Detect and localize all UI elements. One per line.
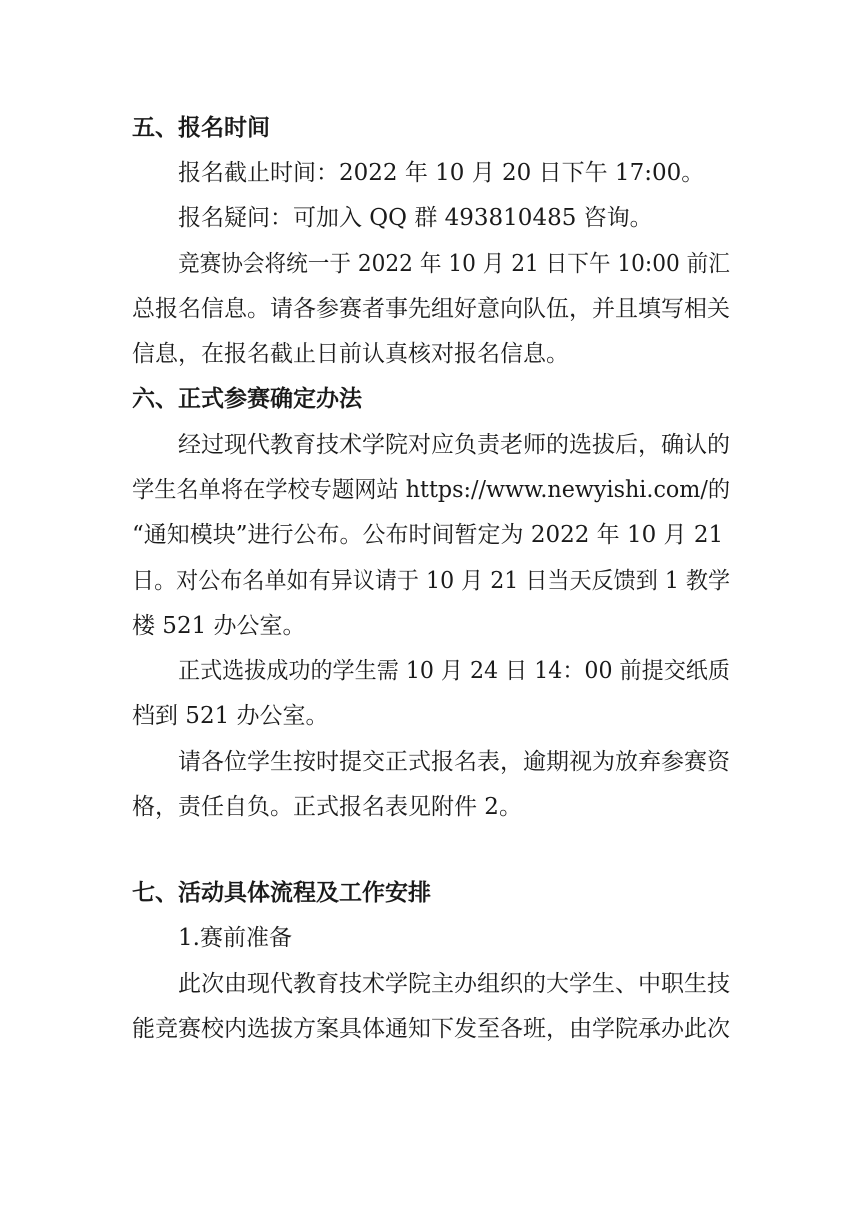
section-heading-6: 六、正式参赛确定办法 (132, 386, 362, 412)
section-heading-5: 五、报名时间 (132, 115, 270, 141)
paragraph-line: 信息，在报名截止日前认真核对报名信息。 (132, 341, 569, 367)
paragraph-line: 请各位学生按时提交正式报名表，逾期视为放弃参赛资 (178, 749, 730, 775)
paragraph-line: 竞赛协会将统一于 2022 年 10 月 21 日下午 10:00 前汇 (178, 251, 730, 277)
paragraph-line: 1.赛前准备 (178, 925, 292, 951)
paragraph-line: 正式选拔成功的学生需 10 月 24 日 14：00 前提交纸质 (178, 658, 730, 684)
paragraph-line: 报名疑问：可加入 QQ 群 493810485 咨询。 (178, 205, 653, 231)
paragraph-line: 楼 521 办公室。 (132, 613, 306, 639)
section-heading-7: 七、活动具体流程及工作安排 (132, 880, 431, 906)
paragraph-line: 能竞赛校内选拔方案具体通知下发至各班，由学院承办此次 (132, 1016, 730, 1042)
paragraph-line: “通知模块”进行公布。公布时间暂定为 2022 年 10 月 21 (132, 522, 724, 548)
paragraph-line: 总报名信息。请各参赛者事先组好意向队伍，并且填写相关 (132, 296, 730, 322)
paragraph-line: 此次由现代教育技术学院主办组织的大学生、中职生技 (178, 971, 730, 997)
paragraph-line: 档到 521 办公室。 (132, 703, 329, 729)
paragraph-line: 经过现代教育技术学院对应负责老师的选拔后，确认的 (178, 432, 730, 458)
paragraph-line: 格，责任自负。正式报名表见附件 2。 (132, 794, 522, 820)
paragraph-line: 报名截止时间：2022 年 10 月 20 日下午 17:00。 (178, 160, 705, 186)
paragraph-line: 日。对公布名单如有异议请于 10 月 21 日当天反馈到 1 教学 (132, 568, 731, 594)
paragraph-line: 学生名单将在学校专题网站 https://www.newyishi.com/的 (132, 477, 731, 503)
